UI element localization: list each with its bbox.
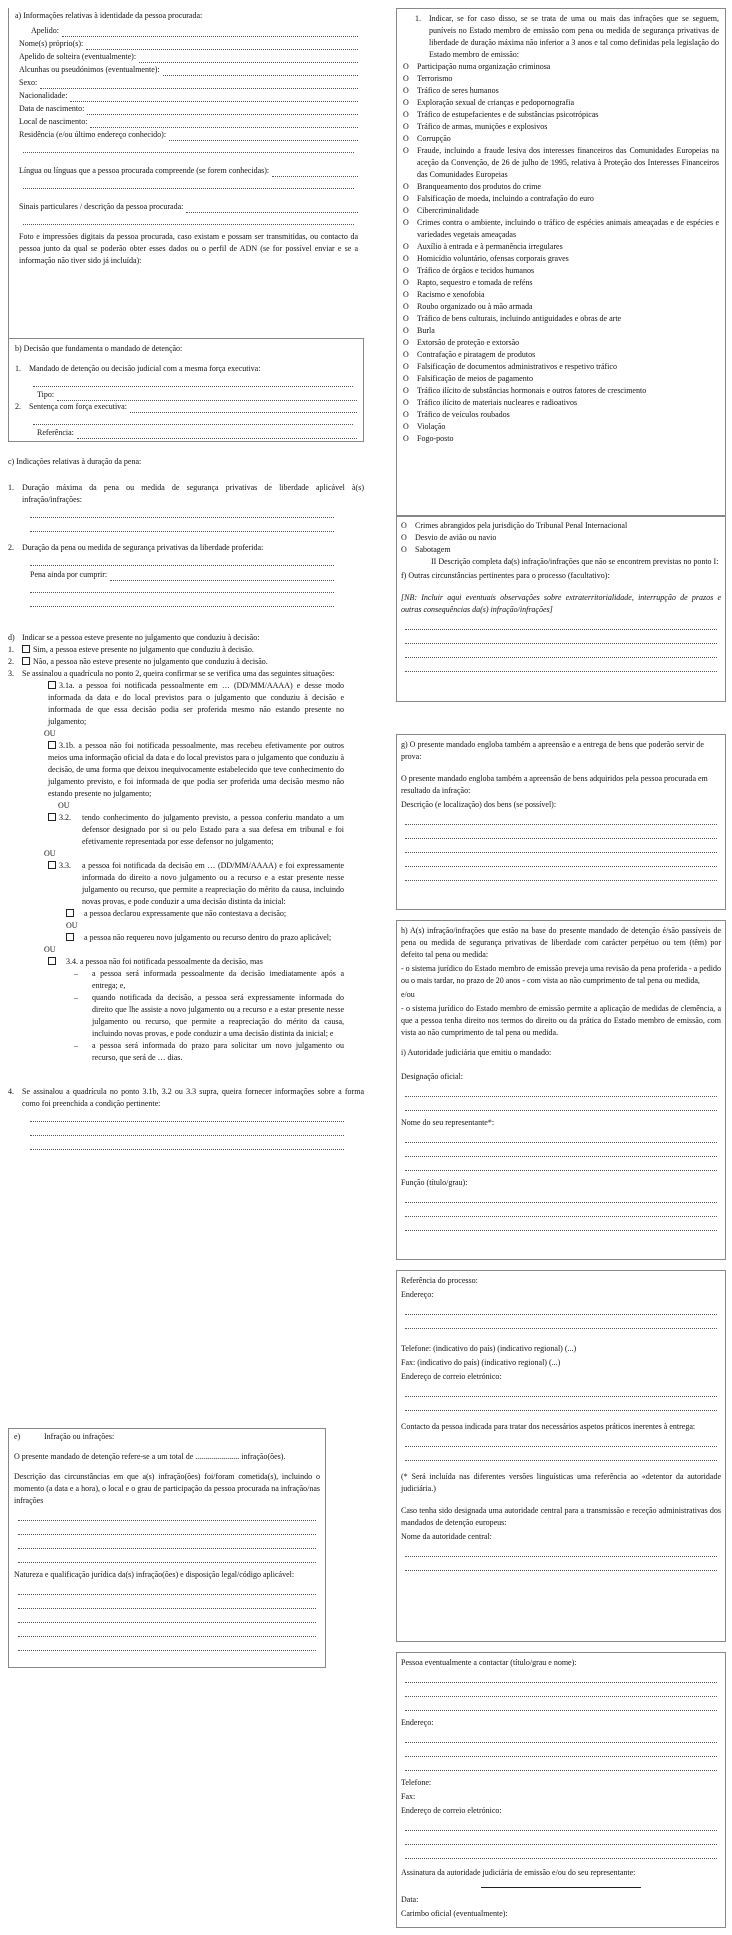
section-b-heading: b) Decisão que fundamenta o mandado de detenção: <box>15 344 183 353</box>
offence-label: Burla <box>417 326 435 335</box>
heading-text: Infração ou infrações: <box>44 1432 115 1441</box>
situation-3-4[interactable] <box>48 956 344 968</box>
offence-item[interactable] <box>401 520 721 532</box>
situation-3-3-ii[interactable] <box>66 932 344 944</box>
situation-text: 3.1a. a pessoa foi notificada pessoalmente em … (DD/MM/AAAA) e desse modo informada da data e do local previstos para o julgamento que conduziu à decisão e informada de que essa decisão podia ser proferida mesmo não estando presente no julgamento; <box>48 681 344 726</box>
bullet-text: quando notificada da decisão, a pessoa será expressamente informada do direito que lhe assiste a novo julgamento ou a recurso e a estar presente nesse julgamento ou recurso, que permite a reapreciação do mérito da causa, incluindo novas provas, e pode conduzir a uma decisão distinta da inicial; e <box>92 993 344 1038</box>
field-label: Data de nascimento: <box>19 104 85 113</box>
field-label: Residência (e/ou último endereço conhecido): <box>19 130 167 139</box>
total-infracoes: O presente mandado de detenção refere-se a um total de ...................... infração(ões). <box>14 1452 286 1461</box>
offence-label: Tráfico ilícito de materiais nucleares e radioativos <box>417 398 578 407</box>
offence-checkbox[interactable]: O <box>403 362 409 371</box>
or-label: OU <box>66 921 78 930</box>
field-sinais[interactable] <box>19 191 358 213</box>
offence-checklist-2 <box>401 520 721 556</box>
checkbox-sim[interactable] <box>22 645 30 653</box>
section-g-heading: g) O presente mandado engloba também a apreensão e a entrega de bens que poderão servir de prova: <box>401 740 704 761</box>
contacto-pessoa-label: Contacto da pessoa indicada para tratar dos necessários aspetos práticos inerentes à entrega: <box>401 1422 696 1431</box>
fax-label: Fax: (indicativo do país) (indicativo regional) (...) <box>401 1358 561 1367</box>
offence-label: Desvio de avião ou navio <box>415 533 497 542</box>
section-c-heading: c) Indicações relativas à duração da pena: <box>8 457 142 466</box>
heading-text: Indicar se a pessoa esteve presente no julgamento que conduziu à decisão: <box>22 633 260 642</box>
section-b <box>8 338 364 442</box>
offence-checkbox[interactable]: O <box>403 110 409 119</box>
offence-item[interactable] <box>403 409 719 421</box>
blank-line[interactable] <box>18 1625 316 1637</box>
item-duracao-maxima: 1. Duração máxima da pena ou medida de segurança privativas de liberdade aplicável à(s) infração/infrações: <box>8 483 364 504</box>
section-e <box>8 1428 326 1668</box>
offence-checkbox[interactable]: O <box>403 182 409 191</box>
section-d-heading: d) Indicar se a pessoa esteve presente no julgamento que conduziu à decisão: <box>8 632 364 644</box>
item-text: Duração máxima da pena ou medida de segurança privativas de liberdade aplicável à(s) infração/infrações: <box>22 483 364 504</box>
offence-item[interactable] <box>401 544 721 556</box>
field-label: Alcunhas ou pseudónimos (eventualmente): <box>19 65 160 74</box>
blank-line[interactable] <box>30 1110 344 1122</box>
offence-item[interactable] <box>403 253 719 265</box>
situation-3-3[interactable] <box>48 860 344 908</box>
option-text: Não, a pessoa não esteve presente no julgamento que conduziu à decisão. <box>33 657 268 666</box>
offence-item[interactable] <box>403 349 719 361</box>
offence-item[interactable] <box>403 73 719 85</box>
section-d <box>8 632 364 1222</box>
blank-line[interactable] <box>18 1509 316 1521</box>
offence-label: Tráfico ilícito de substâncias hormonais e outros fatores de crescimento <box>417 386 647 395</box>
offence-label: Rapto, sequestro e tomada de reféns <box>417 278 533 287</box>
situation-number: 3.2. <box>59 813 71 822</box>
blank-line[interactable] <box>405 1847 717 1859</box>
blank-line[interactable] <box>405 855 717 867</box>
offence-label: Extorsão de proteção e extorsão <box>417 338 520 347</box>
offence-item[interactable] <box>403 313 719 325</box>
offence-checkbox[interactable]: O <box>403 374 409 383</box>
field-label: Pena ainda por cumprir: <box>30 570 108 579</box>
offence-label: Auxílio à entrada e à permanência irregulares <box>417 242 563 251</box>
sub-bullet-2: – quando notificada da decisão, a pessoa será expressamente informada do direito que lhe assiste a novo julgamento ou a recurso e a estar presente nesse julgamento ou recurso, que permite a reapreciação do mérito da causa, incluindo novas provas, e pode conduzir a uma decisão distinta da inicial; e <box>74 993 344 1038</box>
offence-checkbox[interactable]: O <box>403 194 409 203</box>
offence-item[interactable] <box>403 217 719 241</box>
offence-checkbox[interactable]: O <box>403 398 409 407</box>
offence-label: Fogo-posto <box>417 434 454 443</box>
blank-line[interactable] <box>18 1597 316 1609</box>
field-apelido-solteira[interactable] <box>19 50 358 63</box>
offence-label: Participação numa organização criminosa <box>417 62 551 71</box>
blank-line[interactable] <box>405 1303 717 1315</box>
pessoa-contactar-label: Pessoa eventualmente a contactar (título/grau e nome): <box>401 1658 577 1667</box>
descricao-completa: II Descrição completa da(s) infração/infrações que não se encontrem previstas no ponto I: <box>431 557 719 566</box>
blank-line[interactable] <box>405 1833 717 1845</box>
blank-line[interactable] <box>30 581 334 593</box>
offence-item[interactable] <box>403 121 719 133</box>
checkbox-nao[interactable] <box>22 657 30 665</box>
checkbox-3-2[interactable] <box>48 813 56 821</box>
descricao-circunstancias: Descrição das circunstâncias em que a(s) infração(ões) foi/foram cometida(s), incluindo o momento (a data e a hora), o local e o grau de participação da pessoa procurada na infração/nas infrações <box>14 1472 320 1505</box>
blank-line[interactable] <box>405 827 717 839</box>
item-situacoes: 3. Se assinalou a quadrícula no ponto 2, queira confirmar se se verifica uma das seguintes situações: <box>8 668 364 680</box>
checkbox-3-1b[interactable] <box>48 741 56 749</box>
offence-item[interactable] <box>403 325 719 337</box>
autoridade-central-text: Caso tenha sido designada uma autoridade central para a transmissão e receção administrativas dos mandados de detenção europeus: <box>401 1506 721 1527</box>
field-label: Nome(s) próprio(s): <box>19 39 84 48</box>
blank-line[interactable] <box>30 1138 344 1150</box>
fax-label: Fax: <box>401 1792 416 1801</box>
offence-item[interactable] <box>403 145 719 181</box>
blank-line[interactable] <box>405 1545 717 1557</box>
offence-label: Crimes abrangidos pela jurisdição do Tribunal Penal Internacional <box>415 521 628 530</box>
field-alcunhas[interactable] <box>19 63 358 76</box>
blank-line[interactable] <box>405 1699 717 1711</box>
field-pena-por-cumprir[interactable] <box>8 568 364 581</box>
offence-label: Tráfico de órgãos e tecidos humanos <box>417 266 535 275</box>
intro-text: Indicar, se for caso disso, se se trata de uma ou mais das infrações que se seguem, puníveis no Estado membro de emissão com pena ou medida de segurança privativas de liberdade de duração máxima não inferior a 3 anos e tal como definidas pela legislação do Estado membro de emissão: <box>429 14 719 59</box>
offence-checkbox[interactable]: O <box>403 146 409 155</box>
offence-label: Roubo organizado ou à mão armada <box>417 302 533 311</box>
field-label: Apelido de solteira (eventualmente): <box>19 52 137 61</box>
or-label: OU <box>44 849 56 858</box>
item-text: Sentença com força executiva: <box>29 402 127 411</box>
item-duracao-proferida: 2. Duração da pena ou medida de segurança privativas da liberdade proferida: <box>8 542 364 554</box>
section-g <box>396 734 726 910</box>
offence-checkbox[interactable]: O <box>401 521 407 530</box>
identity-fields <box>15 24 358 267</box>
blank-line[interactable] <box>405 1399 717 1411</box>
offence-checkbox[interactable]: O <box>403 266 409 275</box>
field-label: Sexo: <box>19 78 38 87</box>
option-text: Sim, a pessoa esteve presente no julgamento que conduziu à decisão. <box>33 645 254 654</box>
apreensao-bens: O presente mandado engloba também a apreensão de bens adquiridos pela pessoa procurada em resultado da infração: <box>401 774 708 795</box>
offence-label: Tráfico de estupefacientes e de substâncias psicotrópicas <box>417 110 599 119</box>
checkbox-3-3-ii[interactable] <box>66 933 74 941</box>
field-label: Língua ou línguas que a pessoa procurada compreende (se forem conhecidas): <box>19 166 270 175</box>
blank-line[interactable] <box>18 1523 316 1535</box>
blank-line[interactable] <box>18 1583 316 1595</box>
offence-item[interactable] <box>403 205 719 217</box>
item-mandado: 1. Mandado de detenção ou decisão judicial com a mesma força executiva: <box>15 363 357 375</box>
offence-item[interactable] <box>403 241 719 253</box>
signature-section <box>396 1652 726 1928</box>
funcao-label: Função (título/grau): <box>401 1178 468 1187</box>
offence-checkbox[interactable]: O <box>403 122 409 131</box>
carimbo-label: Carimbo oficial (eventualmente): <box>401 1909 508 1918</box>
field-label: Tipo: <box>37 390 55 399</box>
offences-intro: 1. Indicar, se for caso disso, se se trata de uma ou mais das infrações que se seguem, puníveis no Estado membro de emissão com pena ou medida de segurança privativas de liberdade de duração máxima não inferior a 3 anos e tal como definidas pela legislação do Estado membro de emissão: <box>415 14 719 59</box>
sub-bullet-3: – a pessoa será informada do prazo para solicitar um novo julgamento ou recurso, que será de … dias. <box>74 1041 344 1062</box>
field-label: Local de nascimento: <box>19 117 88 126</box>
checkbox-3-3[interactable] <box>48 861 56 869</box>
section-e-heading: e) Infração ou infrações: <box>14 1431 320 1443</box>
blank-line[interactable] <box>405 632 717 644</box>
offence-label: Terrorismo <box>417 74 453 83</box>
offence-label: Falsificação de documentos administrativos e respetivo tráfico <box>417 362 617 371</box>
endereco-label: Endereço: <box>401 1290 434 1299</box>
blank-line[interactable] <box>405 1759 717 1771</box>
blank-line[interactable] <box>18 1551 316 1563</box>
offence-label: Tráfico de bens culturais, incluindo antiguidades e obras de arte <box>417 314 622 323</box>
blank-line[interactable] <box>405 1449 717 1461</box>
blank-line[interactable] <box>30 506 334 518</box>
section-c <box>8 454 364 624</box>
item-text: Se assinalou a quadrícula no ponto 2, queira confirmar se se verifica uma das seguintes situações: <box>22 669 335 678</box>
blank-line[interactable] <box>405 1731 717 1743</box>
situation-number: 3.3. <box>59 861 71 870</box>
field-label: Nacionalidade: <box>19 91 68 100</box>
offence-item[interactable] <box>403 193 719 205</box>
blank-line[interactable] <box>405 1671 717 1683</box>
offence-label: Racismo e xenofobia <box>417 290 485 299</box>
representante-label: Nome do seu representante*: <box>401 1118 495 1127</box>
offence-label: Falsificação de meios de pagamento <box>417 374 533 383</box>
blank-line[interactable] <box>405 660 717 672</box>
blank-line[interactable] <box>405 1131 717 1143</box>
blank-line[interactable] <box>405 1219 717 1231</box>
field-label: Referência: <box>37 428 74 437</box>
blank-line[interactable] <box>405 841 717 853</box>
situation-text: a pessoa não requereu novo julgamento ou recurso dentro do prazo aplicável; <box>84 933 332 942</box>
offence-label: Homicídio voluntário, ofensas corporais graves <box>417 254 569 263</box>
blank-line[interactable] <box>405 869 717 881</box>
offence-checkbox[interactable]: O <box>403 74 409 83</box>
section-f-heading: f) Outras circunstâncias pertinentes para o processo (facultativo): <box>401 571 610 580</box>
offence-item[interactable] <box>403 85 719 97</box>
offence-checkbox[interactable]: O <box>403 410 409 419</box>
section-h-heading: h) A(s) infração/infrações que estão na base do presente mandado de detenção é/são passíveis de pena ou medida de segurança privativas de liberdade com carácter perpétuo ou tem (têm) por defeito tal pena ou medida: <box>401 926 721 959</box>
offence-checkbox[interactable]: O <box>403 86 409 95</box>
offence-label: Sabotagem <box>415 545 451 554</box>
blank-line[interactable] <box>405 1205 717 1217</box>
section-a-heading: a) Informações relativas à identidade da pessoa procurada: <box>15 11 203 20</box>
offence-checkbox[interactable]: O <box>403 134 409 143</box>
item-text: Se assinalou a quadrícula no ponto 3.1b, 3.2 ou 3.3 supra, queira fornecer informações sobre a forma como foi preenchida a condição pertinente: <box>22 1087 364 1108</box>
or-label: OU <box>44 945 56 954</box>
section-h-i <box>396 920 726 1260</box>
blank-line[interactable] <box>30 1124 344 1136</box>
blank-line[interactable] <box>33 413 353 425</box>
blank-line[interactable] <box>405 646 717 658</box>
offence-item[interactable] <box>403 109 719 121</box>
field-label: Apelido: <box>31 26 59 35</box>
endereco-label: Endereço: <box>401 1718 434 1727</box>
item-sentenca[interactable]: 2. Sentença com força executiva: <box>15 401 357 413</box>
offence-label: Exploração sexual de crianças e pedopornografia <box>417 98 575 107</box>
field-sexo[interactable] <box>19 76 358 89</box>
telefone-label: Telefone: <box>401 1778 432 1787</box>
offence-item[interactable] <box>403 301 719 313</box>
offence-item[interactable] <box>403 97 719 109</box>
blank-line[interactable] <box>18 1639 316 1651</box>
telefone-label: Telefone: (indicativo do país) (indicativo regional) (...) <box>401 1344 577 1353</box>
offence-checkbox[interactable]: O <box>403 254 409 263</box>
blank-line[interactable] <box>30 520 334 532</box>
offence-item[interactable] <box>401 532 721 544</box>
offence-item[interactable] <box>403 181 719 193</box>
offence-item[interactable] <box>403 277 719 289</box>
situation-text: 3.1b. a pessoa não foi notificada pessoalmente, mas recebeu efetivamente por outros meios uma informação oficial da data e do local previstos para o julgamento que conduziu à decisão, de uma forma que deixou inequivocamente estabelecido que teve conhecimento do julgamento previsto, e foi informada de que podia ser proferida uma decisão mesmo não estando presente no julgamento; <box>48 741 344 798</box>
blank-line[interactable] <box>405 1085 717 1097</box>
offence-checkbox[interactable]: O <box>403 278 409 287</box>
item-text: Mandado de detenção ou decisão judicial com a mesma força executiva: <box>29 364 261 373</box>
offence-item[interactable] <box>403 373 719 385</box>
designacao-oficial-label: Designação oficial: <box>401 1072 463 1081</box>
field-residencia[interactable] <box>19 128 358 141</box>
blank-line[interactable] <box>18 1537 316 1549</box>
bullet-text: a pessoa será informada do prazo para solicitar um novo julgamento ou recurso, que será de … dias. <box>92 1041 344 1062</box>
offence-item[interactable] <box>403 133 719 145</box>
blank-line[interactable] <box>405 1435 717 1447</box>
offence-checkbox[interactable]: O <box>403 302 409 311</box>
blank-line[interactable] <box>23 141 354 153</box>
blank-line[interactable] <box>405 618 717 630</box>
or-label: OU <box>44 729 56 738</box>
contact-section <box>396 1270 726 1642</box>
offence-item[interactable] <box>403 61 719 73</box>
field-referencia[interactable] <box>15 427 357 439</box>
or-label: OU <box>58 801 70 810</box>
sub-bullet-1: – a pessoa será informada pessoalmente da decisão imediatamente após a entrega; e, <box>74 969 344 990</box>
blank-line[interactable] <box>30 554 334 566</box>
option-sim[interactable]: 1. Sim, a pessoa esteve presente no julgamento que conduziu à decisão. <box>8 645 254 654</box>
offence-label: Tráfico de seres humanos <box>417 86 499 95</box>
blank-line[interactable] <box>405 1191 717 1203</box>
offence-item[interactable] <box>403 361 719 373</box>
revisao-pena: - o sistema jurídico do Estado membro de emissão preveja uma revisão da pena proferida - a pedido ou o mais tardar, no prazo de 20 anos - com vista ao não cumprimento de tal pena ou medida, <box>401 964 721 985</box>
situation-text: 3.4. a pessoa não foi notificada pessoalmente da decisão, mas <box>66 957 263 966</box>
offence-label: Fraude, incluindo a fraude lesiva dos interesses financeiros das Comunidades Europeias na aceção da Convenção, de 26 de julho de 1995, relativa à Proteção dos Interesses Financeiros das Comunidades Europeias <box>417 146 719 179</box>
offence-item[interactable] <box>403 337 719 349</box>
item-text: Duração da pena ou medida de segurança privativas da liberdade proferida: <box>22 543 264 552</box>
situation-text: a pessoa declarou expressamente que não contestava a decisão; <box>84 909 287 918</box>
offence-checkbox[interactable]: O <box>403 62 409 71</box>
field-nomes[interactable] <box>19 37 358 50</box>
footnote: (* Será incluída nas diferentes versões linguísticas uma referência ao «detentor da autoridade judiciária.) <box>401 1472 721 1493</box>
checkbox-3-4[interactable] <box>48 957 56 965</box>
situation-3-1b[interactable] <box>48 740 344 800</box>
offence-checkbox[interactable]: O <box>403 326 409 335</box>
field-nacionalidade[interactable] <box>19 89 358 102</box>
offence-checkbox[interactable]: O <box>403 206 409 215</box>
offence-label: Crimes contra o ambiente, incluindo o tráfico de espécies animais ameaçadas e de espécies e variedades vegetais ameaçadas <box>417 218 719 239</box>
signature-line[interactable] <box>481 1887 641 1888</box>
blank-line[interactable] <box>405 1819 717 1831</box>
offence-checkbox[interactable]: O <box>401 545 407 554</box>
blank-line[interactable] <box>30 595 334 607</box>
field-tipo[interactable] <box>15 389 357 401</box>
field-local-nascimento[interactable] <box>19 115 358 128</box>
offence-label: Corrupção <box>417 134 451 143</box>
offences-list-section <box>396 8 726 516</box>
offence-checkbox[interactable]: O <box>403 386 409 395</box>
offence-item[interactable] <box>403 433 719 445</box>
offence-item[interactable] <box>403 385 719 397</box>
offence-checkbox[interactable]: O <box>403 434 409 443</box>
offence-checklist <box>403 61 719 445</box>
blank-line[interactable] <box>405 1685 717 1697</box>
offence-item[interactable] <box>403 265 719 277</box>
field-apelido[interactable] <box>19 24 358 37</box>
blank-line[interactable] <box>405 1145 717 1157</box>
email-label: Endereço de correio eletrónico: <box>401 1806 502 1815</box>
data-label: Data: <box>401 1895 419 1904</box>
blank-line[interactable] <box>23 213 354 225</box>
offence-checkbox[interactable]: O <box>403 422 409 431</box>
section-f <box>396 516 726 702</box>
section-a <box>8 8 364 338</box>
offence-label: Branqueamento dos produtos do crime <box>417 182 541 191</box>
offence-label: Contrafação e piratagem de produtos <box>417 350 536 359</box>
blank-line[interactable] <box>33 375 353 387</box>
blank-line[interactable] <box>405 1159 717 1171</box>
situation-3-3-i[interactable] <box>66 908 344 920</box>
item-condicao: 4. Se assinalou a quadrícula no ponto 3.1b, 3.2 ou 3.3 supra, queira fornecer informações sobre a forma como foi preenchida a condição pertinente: <box>8 1087 364 1108</box>
blank-line[interactable] <box>405 1099 717 1111</box>
field-label: Sinais particulares / descrição da pessoa procurada: <box>19 202 184 211</box>
natureza-qualificacao: Natureza e qualificação jurídica da(s) infração(ões) e disposição legal/código aplicável: <box>14 1570 295 1579</box>
bullet-text: a pessoa será informada pessoalmente da decisão imediatamente após a entrega; e, <box>92 969 344 990</box>
email-label: Endereço de correio eletrónico: <box>401 1372 502 1381</box>
blank-line[interactable] <box>18 1611 316 1623</box>
section-i-heading: i) Autoridade judiciária que emitiu o mandado: <box>401 1048 552 1057</box>
checkbox-3-3-i[interactable] <box>66 909 74 917</box>
offence-label: Tráfico de armas, munições e explosivos <box>417 122 548 131</box>
blank-line[interactable] <box>405 1317 717 1329</box>
descricao-bens: Descrição (e localização) dos bens (se possível): <box>401 800 557 809</box>
offence-label: Cibercriminalidade <box>417 206 479 215</box>
offence-item[interactable] <box>403 421 719 433</box>
situation-text: tendo conhecimento do julgamento previsto, a pessoa conferiu mandato a um defensor designado por si ou pelo Estado para a sua defesa em tribunal e foi efetivamente representada por esse defensor no julgamento; <box>82 813 344 846</box>
option-nao[interactable]: 2. Não, a pessoa não esteve presente no julgamento que conduziu à decisão. <box>8 657 268 666</box>
offence-checkbox[interactable]: O <box>403 350 409 359</box>
offence-checkbox[interactable]: O <box>403 98 409 107</box>
situations-list <box>44 680 344 1064</box>
situation-text: a pessoa foi notificada da decisão em … (DD/MM/AAAA) e foi expressamente informada do direito a novo julgamento ou a recurso e a estar presente nesse julgamento ou recurso, que permite a reapreciação do mérito da causa, incluindo novas provas, e pode conduzir a uma decisão distinta da inicial: <box>82 861 344 906</box>
offence-checkbox[interactable]: O <box>403 314 409 323</box>
assinatura-label: Assinatura da autoridade judiciária de emissão e/ou do seu representante: <box>401 1868 636 1877</box>
offence-checkbox[interactable]: O <box>403 242 409 251</box>
field-data-nascimento[interactable] <box>19 102 358 115</box>
and-or: e/ou <box>401 990 415 999</box>
offence-item[interactable] <box>403 289 719 301</box>
checkbox-3-1a[interactable] <box>48 681 56 689</box>
offence-checkbox[interactable]: O <box>403 338 409 347</box>
situation-3-1a[interactable] <box>48 680 344 728</box>
medidas-clemencia: - o sistema jurídico do Estado membro de emissão permite a aplicação de medidas de clemência, a que a pessoa tenha direito nos termos do direito ou da prática do Estado membro de emissão, com vista ao não cumprimento de tal pena ou medida. <box>401 1004 721 1037</box>
blank-line[interactable] <box>405 1745 717 1757</box>
blank-line[interactable] <box>405 813 717 825</box>
blank-line[interactable] <box>23 177 354 189</box>
offence-label: Violação <box>417 422 446 431</box>
nb-note: [NB: Incluir aqui eventuais observações sobre extraterritorialidade, interrupção de prazos e outras consequências da(s) infração/infrações] <box>401 593 721 614</box>
offence-label: Falsificação de moeda, incluindo a contrafação do euro <box>417 194 594 203</box>
field-linguas[interactable] <box>19 155 358 177</box>
photo-text: Foto e impressões digitais da pessoa procurada, caso existam e possam ser transmitidas, ou contacto da pessoa junto da qual se poderão obter esses dados ou o perfil de ADN (se for possível enviar e se a informação não tiver sido já incluída): <box>19 232 358 265</box>
offence-checkbox[interactable]: O <box>403 218 409 227</box>
blank-line[interactable] <box>405 1559 717 1571</box>
autoridade-central-label: Nome da autoridade central: <box>401 1532 492 1541</box>
offence-label: Tráfico de veículos roubados <box>417 410 510 419</box>
offence-item[interactable] <box>403 397 719 409</box>
offence-checkbox[interactable]: O <box>401 533 407 542</box>
situation-3-2[interactable] <box>48 812 344 848</box>
blank-line[interactable] <box>405 1385 717 1397</box>
offence-checkbox[interactable]: O <box>403 290 409 299</box>
referencia-processo-label: Referência do processo: <box>401 1276 478 1285</box>
